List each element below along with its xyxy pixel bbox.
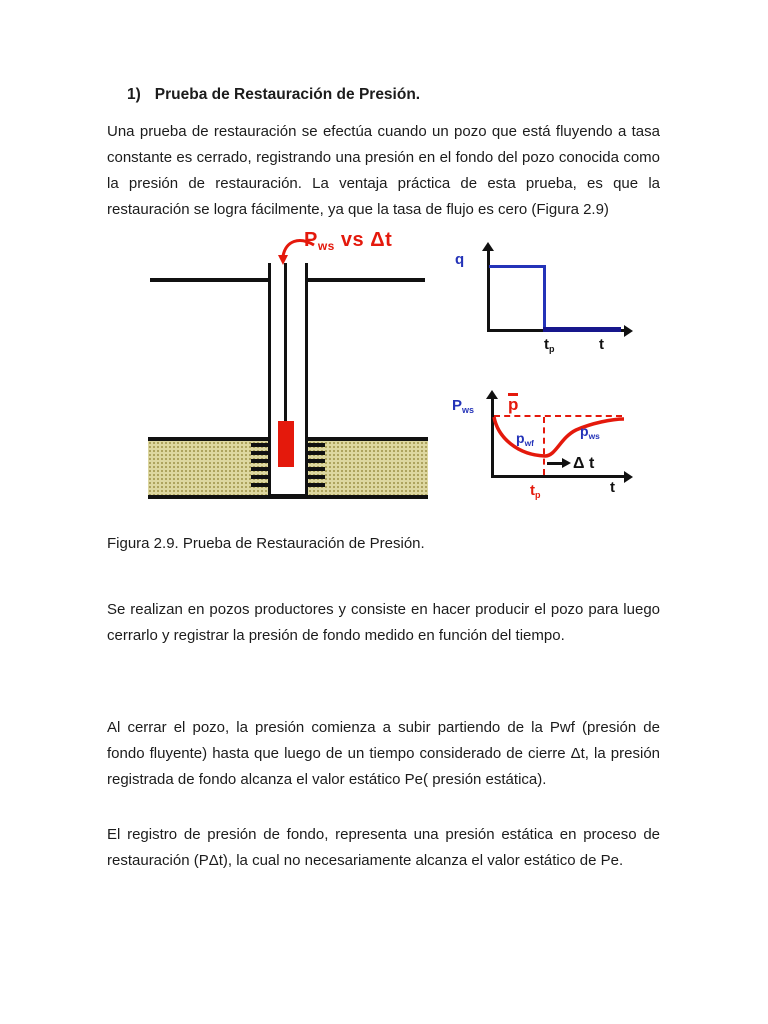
tp-tick-sub: p (549, 344, 555, 355)
flow-rate-zero-line (543, 327, 621, 332)
wireline (284, 263, 287, 421)
annotation-arrow-icon (272, 236, 318, 268)
delta-t-arrow-line (547, 462, 563, 465)
paragraph-cerrar: Al cerrar el pozo, la presión comienza a subir partiendo de la Pwf (presión de fondo fluyente) hasta que luego de un tiempo considerado de cierre Δt, la presión registrada de fondo alcanza el valor estático Pe( presión estática). (107, 719, 660, 788)
pressure-chart-tp-tick (530, 482, 541, 500)
pws-curve-label (580, 423, 600, 441)
pressure-chart-x-label: t (610, 479, 615, 496)
pws-label-sub: ws (317, 239, 335, 254)
pws-label-rest: vs Δt (334, 229, 393, 251)
pressure-chart-y-label (452, 397, 474, 415)
paragraph-realizan: Se realizan en pozos productores y consiste en hacer producir el pozo para luego cerrarlo y registrar la presión de fondo medido en función del tiempo. (107, 601, 660, 644)
heading-title: Prueba de Restauración de Presión. (154, 86, 421, 103)
flow-chart-y-axis (487, 250, 490, 332)
pws-axis-sub: ws (462, 405, 475, 416)
paragraph-intro: Una prueba de restauración se efectúa cuando un pozo que está fluyendo a tasa constante es cerrado, registrando una presión en el fondo del pozo conocida como la presión de restauración. La ventaja práctica de esta prueba, es que la restauración se logra fácilmente, ya que la tasa de flujo es cero (Figura 2.9) (107, 123, 660, 218)
flow-chart-x-label: t (599, 336, 604, 353)
pws-axis-main: P (452, 397, 463, 414)
flow-chart-tp-tick (544, 336, 555, 354)
tp-tick-main: t (544, 336, 549, 353)
pressure-chart-x-axis (491, 475, 625, 478)
pressure-chart-x-arrow-icon (624, 471, 633, 483)
pbar-text: p (508, 395, 519, 414)
pwf-label (516, 430, 534, 448)
figure-caption: Figura 2.9. Prueba de Restauración de Presión. (107, 535, 425, 552)
wellbore-bottom-cap (268, 494, 308, 499)
pwf-main: p (516, 430, 525, 446)
pws-main: p (580, 423, 589, 439)
pressure-gauge (278, 421, 294, 467)
pws-label-main: P (304, 229, 318, 251)
formation-right (308, 441, 428, 495)
pws-sub: ws (588, 430, 600, 441)
formation-left (148, 441, 268, 495)
casing-left-wall (268, 263, 271, 497)
ground-surface-right (308, 278, 425, 282)
paragraph-registro: El registro de presión de fondo, representa una presión estática en proceso de restauración (PΔt), la cual no necesariamente alcanza el valor estático de Pe. (107, 826, 660, 869)
pressure-curve (492, 410, 628, 470)
flow-rate-step-line (543, 265, 546, 331)
flow-rate-plateau-line (489, 265, 546, 268)
tp2-main: t (530, 482, 535, 499)
ground-surface-left (150, 278, 268, 282)
delta-t-arrow-icon (562, 458, 571, 468)
perforations-left (251, 443, 268, 489)
flow-chart-y-arrow-icon (482, 242, 494, 251)
heading-number: 1) (127, 86, 141, 103)
delta-t-label: Δ t (573, 455, 595, 472)
flow-chart-y-label: q (455, 251, 465, 268)
pressure-chart-y-arrow-icon (486, 390, 498, 399)
tp2-sub: p (535, 490, 541, 501)
flow-chart-x-arrow-icon (624, 325, 633, 337)
perforations-right (308, 443, 325, 489)
pbar-label (508, 393, 518, 415)
pwf-sub: wf (524, 437, 534, 448)
